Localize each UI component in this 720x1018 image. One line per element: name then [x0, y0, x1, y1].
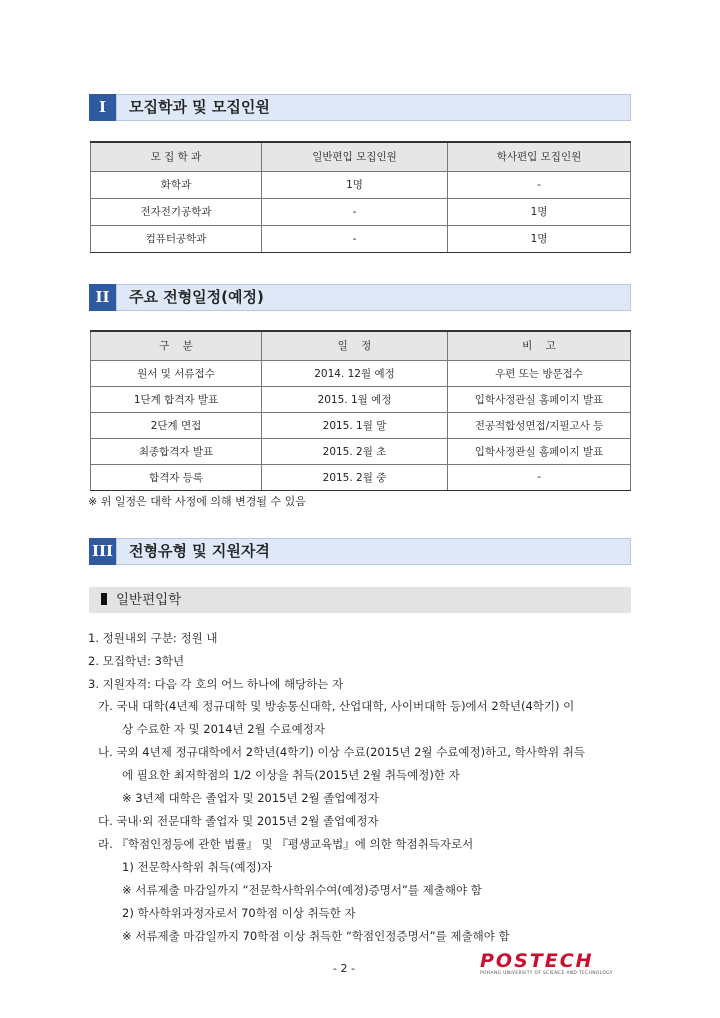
table-cell: 1명 [448, 225, 631, 252]
table-cell: - [448, 464, 631, 490]
item-line: 상 수료한 자 및 2014년 2월 수료예정자 [122, 722, 325, 736]
table-row [91, 464, 631, 490]
item-line: 2) 학사학위과정자로서 70학점 이상 취득한 자 [122, 906, 356, 920]
item-line: 라. 『학점인정등에 관한 법률』 및 『평생교육법』에 의한 학점취득자로서 [98, 837, 474, 851]
schedule-note: ※ 위 일정은 대학 사정에 의해 변경될 수 있음 [88, 495, 306, 508]
table-row [91, 360, 631, 386]
section-number: I [89, 94, 116, 121]
table-header: 일 정 [262, 331, 448, 360]
item-line: 3. 지원자격: 다음 각 호의 어느 하나에 해당하는 자 [88, 677, 344, 691]
table-cell: 2단계 면접 [91, 412, 262, 438]
section-2-header [89, 284, 631, 311]
item-line: ※ 3년제 대학은 졸업자 및 2015년 2월 졸업예정자 [122, 791, 379, 805]
item-line: 1. 정원내외 구분: 정원 내 [88, 631, 218, 645]
table-header: 비 고 [448, 331, 631, 360]
item-line: ※ 서류제출 마감일까지 “전문학사학위수여(예정)증명서”를 제출해야 함 [122, 883, 482, 897]
table-cell: 우편 또는 방문접수 [448, 360, 631, 386]
table-header: 일반편입 모집인원 [262, 142, 448, 171]
table-header: 학사편입 모집인원 [448, 142, 631, 171]
table-row [91, 412, 631, 438]
table-row [91, 198, 631, 225]
section-number: III [89, 538, 116, 565]
table-row [91, 386, 631, 412]
table-cell: 입학사정관실 홈페이지 발표 [448, 386, 631, 412]
table-cell: 1명 [448, 198, 631, 225]
table-row [91, 225, 631, 252]
subsection-header [89, 587, 631, 613]
section-3-header [89, 538, 631, 565]
table-cell: 2015. 2월 초 [262, 438, 448, 464]
section-title: 모집학과 및 모집인원 [116, 94, 631, 121]
table-header: 구 분 [91, 331, 262, 360]
page-number: - 2 - [333, 962, 355, 975]
schedule-table [90, 330, 631, 491]
item-line: 2. 모집학년: 3학년 [88, 654, 185, 668]
section-title: 주요 전형일정(예정) [116, 284, 631, 311]
recruitment-table [90, 141, 631, 253]
item-line: ※ 서류제출 마감일까지 70학점 이상 취득한 “학점인정증명서”를 제출해야 함 [122, 929, 510, 943]
table-cell: 컴퓨터공학과 [91, 225, 262, 252]
table-header: 모 집 학 과 [91, 142, 262, 171]
table-cell: 입학사정관실 홈페이지 발표 [448, 438, 631, 464]
item-line: 1) 전문학사학위 취득(예정)자 [122, 860, 273, 874]
logo-subtitle: POHANG UNIVERSITY OF SCIENCE AND TECHNOLOGY [480, 971, 613, 976]
postech-logo [480, 951, 636, 976]
table-row [91, 438, 631, 464]
table-cell: - [262, 225, 448, 252]
subsection-title: 일반편입학 [116, 592, 182, 608]
table-cell: 최종합격자 발표 [91, 438, 262, 464]
item-line: 가. 국내 대학(4년제 정규대학 및 방송통신대학, 산업대학, 사이버대학 등)에서 2학년(4학기) 이 [98, 699, 575, 713]
table-cell: 합격자 등록 [91, 464, 262, 490]
section-title: 전형유형 및 지원자격 [116, 538, 631, 565]
table-cell: 2014. 12월 예정 [262, 360, 448, 386]
table-cell: - [448, 171, 631, 198]
logo-wordmark: POSTECH [480, 950, 594, 972]
item-line: 에 필요한 최저학점의 1/2 이상을 취득(2015년 2월 취득예정)한 자 [122, 768, 460, 782]
table-row [91, 171, 631, 198]
table-cell: 2015. 2월 중 [262, 464, 448, 490]
table-cell: 2015. 1월 말 [262, 412, 448, 438]
table-cell: - [262, 198, 448, 225]
table-cell: 전공적합성면접/지필고사 등 [448, 412, 631, 438]
section-number: II [89, 284, 116, 311]
section-1-header [89, 94, 631, 121]
table-cell: 1단계 합격자 발표 [91, 386, 262, 412]
table-cell: 원서 및 서류접수 [91, 360, 262, 386]
item-line: 다. 국내·외 전문대학 졸업자 및 2015년 2월 졸업예정자 [98, 814, 379, 828]
table-cell: 화학과 [91, 171, 262, 198]
table-cell: 1명 [262, 171, 448, 198]
square-bullet-icon [101, 593, 107, 605]
item-line: 나. 국외 4년제 정규대학에서 2학년(4학기) 이상 수료(2015년 2월 수료예정)하고, 학사학위 취득 [98, 745, 585, 759]
table-cell: 2015. 1월 예정 [262, 386, 448, 412]
table-cell: 전자전기공학과 [91, 198, 262, 225]
